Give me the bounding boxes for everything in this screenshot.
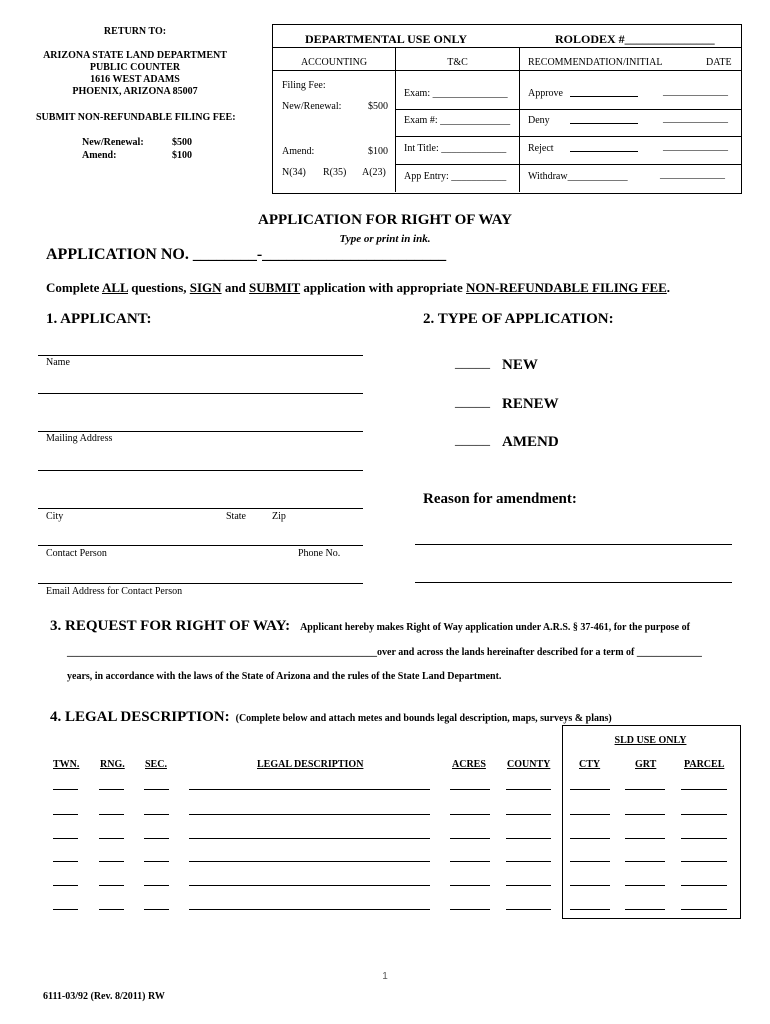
section3-text: Applicant hereby makes Right of Way application under A.R.S. § 37-461, for the purpose of [300,622,690,633]
contact-phone-input[interactable] [38,545,363,546]
legal-row-5-rng-input[interactable] [99,885,124,886]
fee-amend-value: $100 [172,150,192,161]
legal-row-6-twn-input[interactable] [53,909,78,910]
col-parcel: PARCEL [684,759,725,770]
col-acres: ACRES [452,759,486,770]
city-state-zip-input[interactable] [38,508,363,509]
filing-fee-label: Filing Fee: [282,80,326,91]
legal-row-6-parcel-input[interactable] [681,909,727,910]
legal-row-5-sec-input[interactable] [144,885,169,886]
rec-approve-date[interactable]: _____________ [663,86,728,97]
name-label: Name [46,357,70,368]
legal-row-1-parcel-input[interactable] [681,789,727,790]
legal-row-3-legal-input[interactable] [189,838,430,839]
renew-option-label: RENEW [502,396,559,412]
form-number: 6111-03/92 (Rev. 8/2011) RW [43,991,165,1002]
legal-row-6-sec-input[interactable] [144,909,169,910]
legal-row-3-rng-input[interactable] [99,838,124,839]
rec-reject-date[interactable]: _____________ [663,141,728,152]
return-address [20,50,250,98]
rec-withdraw[interactable]: Withdraw____________ [528,171,628,182]
legal-row-4-legal-input[interactable] [189,861,430,862]
new-option-label: NEW [502,357,538,373]
renew-checkbox[interactable]: _____ [455,395,490,410]
legal-row-3-acres-input[interactable] [450,838,490,839]
legal-row-5-legal-input[interactable] [189,885,430,886]
dept-name: ARIZONA STATE LAND DEPARTMENT [43,50,227,61]
col-sec: SEC. [145,759,167,770]
legal-row-5-county-input[interactable] [506,885,551,886]
legal-row-5-cty-input[interactable] [570,885,610,886]
rolodex-field[interactable]: ROLODEX #_______________ [555,32,715,46]
legal-row-5-twn-input[interactable] [53,885,78,886]
rec-withdraw-date[interactable]: _____________ [660,169,725,180]
amend-option-label: AMEND [502,434,559,450]
legal-row-1-rng-input[interactable] [99,789,124,790]
legal-row-1-county-input[interactable] [506,789,551,790]
col-county: COUNTY [507,759,551,770]
legal-row-2-parcel-input[interactable] [681,814,727,815]
acct-amend: Amend: [282,146,315,157]
legal-row-3-sec-input[interactable] [144,838,169,839]
legal-row-5-acres-input[interactable] [450,885,490,886]
legal-row-1-grt-input[interactable] [625,789,665,790]
acct-amend-value: $100 [368,146,388,157]
legal-row-1-twn-input[interactable] [53,789,78,790]
purpose-term-field[interactable]: ______________________________________________________________over and across the lands hereinafter described for a term of _____________ [67,647,702,658]
rec-deny[interactable]: Deny [528,115,550,126]
rec-deny-date[interactable]: _____________ [663,113,728,124]
legal-row-1-legal-input[interactable] [189,789,430,790]
fee-amend-label: Amend: [82,150,117,161]
submit-fee-label: SUBMIT NON-REFUNDABLE FILING FEE: [36,112,236,123]
tc-exam[interactable]: Exam: _______________ [404,88,508,99]
col-rng: RNG. [100,759,125,770]
legal-row-3-county-input[interactable] [506,838,551,839]
contact-person-label: Contact Person [46,548,107,559]
acct-r35: R(35) [323,167,347,178]
acct-new-renewal: New/Renewal: [282,101,342,112]
address-line2-input[interactable] [38,470,363,471]
mailing-address-input[interactable] [38,431,363,432]
legal-row-1-cty-input[interactable] [570,789,610,790]
mailing-address-label: Mailing Address [46,433,113,444]
zip-label: Zip [272,511,286,522]
section2-title: 2. TYPE OF APPLICATION: [423,311,614,327]
legal-row-6-rng-input[interactable] [99,909,124,910]
phone-label: Phone No. [298,548,341,559]
rec-approve[interactable]: Approve [528,88,563,99]
legal-row-4-rng-input[interactable] [99,861,124,862]
form-subtitle: Type or print in ink. [339,233,431,245]
address-line1-input[interactable] [38,393,363,394]
section4-heading [50,708,612,726]
legal-row-3-parcel-input[interactable] [681,838,727,839]
legal-row-2-acres-input[interactable] [450,814,490,815]
application-number-field[interactable]: APPLICATION NO. ________-_______________________ [46,246,447,263]
legal-row-4-cty-input[interactable] [570,861,610,862]
legal-row-3-twn-input[interactable] [53,838,78,839]
fee-new-label: New/Renewal: [82,137,144,148]
section4-subtitle: (Complete below and attach metes and bounds legal description, maps, surveys & plans) [235,713,612,724]
legal-row-2-rng-input[interactable] [99,814,124,815]
legal-row-6-legal-input[interactable] [189,909,430,910]
rec-reject[interactable]: Reject [528,143,554,154]
section1-title: 1. APPLICANT: [46,311,152,327]
col-legal-description: LEGAL DESCRIPTION [257,759,364,770]
legal-row-3-grt-input[interactable] [625,838,665,839]
email-input[interactable] [38,583,363,584]
instructions: Complete ALL questions, SIGN and SUBMIT application with appropriate NON-REFUNDABLE FILING FEE. [46,280,671,295]
legal-row-4-acres-input[interactable] [450,861,490,862]
legal-row-2-grt-input[interactable] [625,814,665,815]
name-input[interactable] [38,355,363,356]
legal-row-6-grt-input[interactable] [625,909,665,910]
legal-row-2-sec-input[interactable] [144,814,169,815]
acct-new-renewal-value: $500 [368,101,388,112]
return-to-label: RETURN TO: [103,26,167,37]
col-date: DATE [706,57,732,68]
section3-title: 3. REQUEST FOR RIGHT OF WAY: [50,618,291,634]
legal-row-4-grt-input[interactable] [625,861,665,862]
section3-heading [50,617,690,635]
col-twn: TWN. [53,759,80,770]
section4-title: 4. LEGAL DESCRIPTION: [50,709,230,725]
col-grt: GRT [635,759,657,770]
legal-row-4-sec-input[interactable] [144,861,169,862]
new-checkbox[interactable]: _____ [455,356,490,371]
legal-row-5-grt-input[interactable] [625,885,665,886]
col-cty: CTY [579,759,601,770]
form-title: APPLICATION FOR RIGHT OF WAY [258,212,512,228]
legal-row-4-county-input[interactable] [506,861,551,862]
sld-use-label: SLD USE ONLY [614,735,687,746]
acct-a23: A(23) [362,167,386,178]
reason-line1-input[interactable] [415,544,732,545]
col-tc: T&C [447,57,468,68]
reason-line2-input[interactable] [415,582,732,583]
legal-row-3-cty-input[interactable] [570,838,610,839]
legal-row-5-parcel-input[interactable] [681,885,727,886]
city-address: PHOENIX, ARIZONA 85007 [72,86,198,97]
tc-exam-no[interactable]: Exam #: ______________ [404,115,511,126]
email-label: Email Address for Contact Person [46,586,183,597]
dept-use-title: DEPARTMENTAL USE ONLY [305,32,468,46]
city-label: City [46,511,64,522]
legal-row-4-twn-input[interactable] [53,861,78,862]
legal-row-2-cty-input[interactable] [570,814,610,815]
acct-n34: N(34) [282,167,306,178]
legal-row-1-acres-input[interactable] [450,789,490,790]
legal-row-2-twn-input[interactable] [53,814,78,815]
section3-line3: years, in accordance with the laws of the State of Arizona and the rules of the State Land Department. [67,671,502,682]
legal-row-6-cty-input[interactable] [570,909,610,910]
fee-new-value: $500 [172,137,192,148]
amend-checkbox[interactable]: _____ [455,433,490,448]
legal-row-1-sec-input[interactable] [144,789,169,790]
legal-row-4-parcel-input[interactable] [681,861,727,862]
reason-amendment-label: Reason for amendment: [423,491,577,507]
public-counter: PUBLIC COUNTER [89,62,181,73]
street-address: 1616 WEST ADAMS [90,74,180,85]
page-number: 1 [382,971,388,982]
tc-app-entry[interactable]: App Entry: ___________ [404,171,507,182]
state-label: State [226,511,246,522]
tc-int-title[interactable]: Int Title: _____________ [404,143,507,154]
col-accounting: ACCOUNTING [300,57,368,68]
legal-row-6-county-input[interactable] [506,909,551,910]
sld-use-box [562,725,741,919]
legal-row-2-county-input[interactable] [506,814,551,815]
legal-row-6-acres-input[interactable] [450,909,490,910]
col-recommendation: RECOMMENDATION/INITIAL [528,57,663,68]
legal-row-2-legal-input[interactable] [189,814,430,815]
